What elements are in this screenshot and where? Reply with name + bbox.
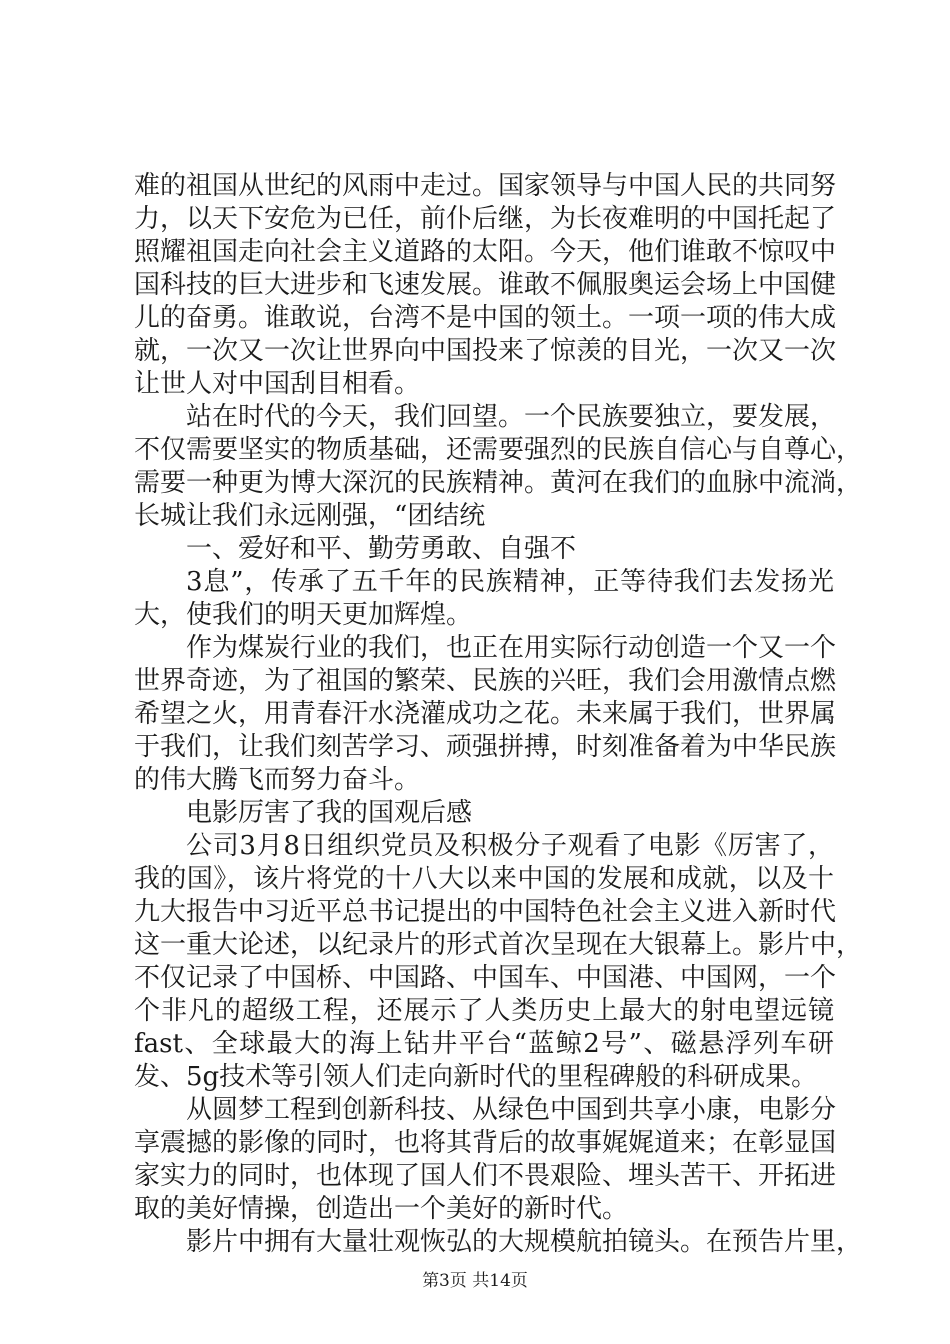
text-line: 的伟大腾飞而努力奋斗。 [134, 765, 421, 795]
text-line: 站在时代的今天，我们回望。一个民族要独立，要发展， [186, 402, 837, 432]
text-line: 希望之火，用青春汗水浇灌成功之花。未来属于我们，世界属 [134, 699, 837, 729]
text-line: 3息”，传承了五千年的民族精神，正等待我们去发扬光 [186, 567, 834, 597]
text-line: 享震撼的影像的同时，也将其背后的故事娓娓道来；在彰显国 [134, 1128, 837, 1158]
text-line: 不仅需要坚实的物质基础，还需要强烈的民族自信心与自尊心， [134, 435, 863, 465]
text-line: 让世人对中国刮目相看。 [134, 369, 421, 399]
text-line: 我的国》，该片将党的十八大以来中国的发展和成就，以及十 [134, 864, 834, 894]
text-line: 一、爱好和平、勤劳勇敢、自强不 [186, 534, 577, 564]
text-line: 电影厉害了我的国观后感 [186, 798, 473, 828]
text-line: 不仅记录了中国桥、中国路、中国车、中国港、中国网，一个 [134, 963, 837, 993]
text-line: 公司3月8日组织党员及积极分子观看了电影《厉害了， [186, 831, 834, 861]
text-line: 于我们，让我们刻苦学习、顽强拼搏，时刻准备着为中华民族 [134, 732, 837, 762]
text-line: 照耀祖国走向社会主义道路的太阳。今天，他们谁敢不惊叹中 [134, 237, 837, 267]
text-line: 个非凡的超级工程，还展示了人类历史上最大的射电望远镜 [134, 996, 834, 1026]
text-line: 世界奇迹，为了祖国的繁荣、民族的兴旺，我们会用激情点燃 [134, 666, 837, 696]
text-line: 家实力的同时，也体现了国人们不畏艰险、埋头苦干、开拓进 [134, 1161, 837, 1191]
text-line: 长城让我们永远刚强，“团结统 [134, 501, 486, 531]
text-line: 影片中拥有大量壮观恢弘的大规模航拍镜头。在预告片里， [186, 1227, 863, 1257]
text-line: 九大报告中习近平总书记提出的中国特色社会主义进入新时代 [134, 897, 837, 927]
text-line: 从圆梦工程到创新科技、从绿色中国到共享小康，电影分 [186, 1095, 837, 1125]
text-line: fast、全球最大的海上钻井平台“蓝鲸2号”、磁悬浮列车研 [134, 1029, 834, 1059]
text-line: 需要一种更为博大深沉的民族精神。黄河在我们的血脉中流淌， [134, 468, 863, 498]
text-line: 发、5g技术等引领人们走向新时代的里程碑般的科研成果。 [134, 1062, 818, 1092]
page-footer: 第3页 共14页 [422, 1271, 528, 1291]
text-line: 取的美好情操，创造出一个美好的新时代。 [134, 1194, 629, 1224]
text-line: 这一重大论述，以纪录片的形式首次呈现在大银幕上。影片中， [134, 930, 863, 960]
text-line: 国科技的巨大进步和飞速发展。谁敢不佩服奥运会场上中国健 [134, 270, 837, 300]
text-line: 难的祖国从世纪的风雨中走过。国家领导与中国人民的共同努 [134, 171, 837, 201]
text-line: 就，一次又一次让世界向中国投来了惊羡的目光，一次又一次 [134, 336, 837, 366]
document-body [134, 170, 863, 1259]
text-line: 大，使我们的明天更加辉煌。 [134, 600, 473, 630]
text-line: 作为煤炭行业的我们，也正在用实际行动创造一个又一个 [186, 633, 837, 663]
text-line: 儿的奋勇。谁敢说，台湾不是中国的领土。一项一项的伟大成 [134, 303, 837, 333]
text-line: 力，以天下安危为已任，前仆后继，为长夜难明的中国托起了 [134, 204, 837, 234]
